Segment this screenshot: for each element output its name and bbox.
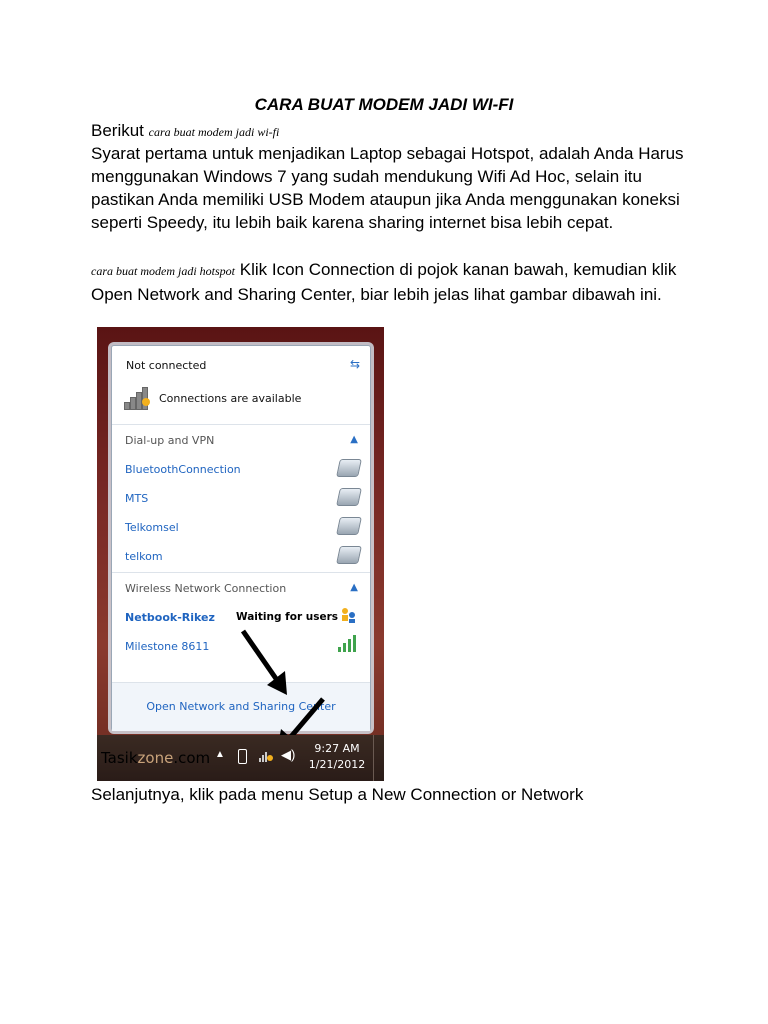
instruction-paragraph <box>91 258 691 306</box>
show-desktop-button[interactable] <box>373 735 384 781</box>
document-title: CARA BUAT MODEM JADI WI-FI <box>254 95 514 114</box>
network-name: Milestone 8611 <box>125 640 210 653</box>
refresh-icon[interactable]: ⇆ <box>349 357 360 371</box>
intro-keyword: cara buat modem jadi wi-fi <box>148 125 280 139</box>
clock-date: 1/21/2012 <box>308 758 366 771</box>
network-status-note: Waiting for users <box>236 611 339 623</box>
connection-name: Telkomsel <box>125 521 179 534</box>
watermark-brand <box>101 749 210 767</box>
open-network-sharing-center-link[interactable]: Open Network and Sharing Center <box>112 682 370 731</box>
requirement-paragraph: Syarat pertama untuk menjadikan Laptop sebagai Hotspot, adalah Anda Harus menggunakan Windows 7 yang sudah mendukung Wifi Ad Hoc, selain itu pastikan Anda memiliki USB Modem ataupun jika Anda menggunakan koneksi seperti Speedy, itu lebih baik karena sharing internet bisa lebih cepat. <box>91 144 684 232</box>
collapse-chevron-icon[interactable]: ▲ <box>350 434 358 445</box>
brand-mid: zone <box>137 749 174 767</box>
instruction-text: Klik Icon Connection di pojok kanan bawah, kemudian klik Open Network and Sharing Center, biar lebih jelas lihat gambar dibawah ini. <box>91 260 677 304</box>
adhoc-network-icon <box>340 606 358 624</box>
signal-bars-icon <box>124 386 154 410</box>
brand-right: .com <box>173 749 211 767</box>
connection-name: telkom <box>125 550 163 563</box>
connection-name: MTS <box>125 492 149 505</box>
network-name: Netbook-Rikez <box>125 611 215 624</box>
volume-icon[interactable]: ◀) <box>281 747 296 762</box>
intro-line <box>91 119 691 144</box>
clock[interactable] <box>307 741 367 773</box>
network-screenshot <box>97 327 384 781</box>
modem-icon <box>336 517 362 535</box>
divider <box>112 424 370 425</box>
intro-lead: Berikut <box>91 121 144 140</box>
wifi-signal-icon <box>338 634 358 652</box>
brand-left: Tasik <box>101 749 138 767</box>
taskbar <box>97 735 384 781</box>
modem-icon <box>336 459 362 477</box>
divider <box>112 572 370 573</box>
battery-icon[interactable] <box>238 749 247 764</box>
clock-time: 9:27 AM <box>314 742 360 755</box>
dialup-section-title: Dial-up and VPN <box>125 434 215 447</box>
modem-icon <box>336 488 362 506</box>
connection-status: Not connected <box>126 359 207 372</box>
network-tray-icon[interactable] <box>258 748 274 764</box>
wireless-section-title: Wireless Network Connection <box>125 582 287 595</box>
modem-icon <box>336 546 362 564</box>
available-text: Connections are available <box>159 392 302 405</box>
connection-name: BluetoothConnection <box>125 463 241 476</box>
next-step-paragraph: Selanjutnya, klik pada menu Setup a New Connection or Network <box>91 785 584 804</box>
instruction-keyword: cara buat modem jadi hotspot <box>91 264 235 278</box>
collapse-chevron-icon[interactable]: ▲ <box>350 582 358 593</box>
pointer-arrow-icon <box>237 627 297 697</box>
warning-star-icon <box>142 398 150 406</box>
show-hidden-icons-icon[interactable]: ▲ <box>215 749 225 760</box>
